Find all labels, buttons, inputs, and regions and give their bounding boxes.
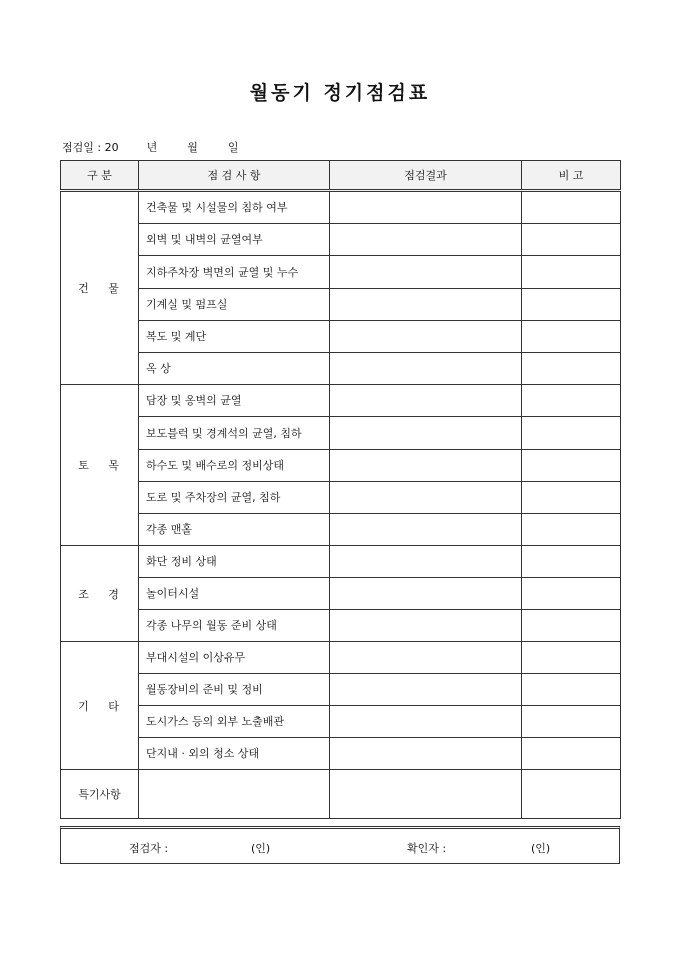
note-cell[interactable] [522,578,621,610]
check-item: 옥 상 [139,353,330,385]
inspector-label: 점검자 : [129,842,169,855]
note-cell[interactable] [522,224,621,256]
check-item: 도시가스 등의 외부 노출배관 [139,706,330,738]
table-row [61,224,621,256]
note-cell[interactable] [522,610,621,642]
result-cell[interactable] [330,514,522,546]
result-cell[interactable] [330,706,522,738]
special-notes-result[interactable] [330,770,522,819]
check-item: 월동장비의 준비 및 정비 [139,674,330,706]
table-row [61,385,621,417]
signature-row [60,826,620,864]
result-cell[interactable] [330,289,522,321]
result-cell[interactable] [330,450,522,482]
result-cell[interactable] [330,353,522,385]
check-item: 단지내 · 외의 청소 상태 [139,738,330,770]
table-row [61,514,621,546]
result-cell[interactable] [330,482,522,514]
result-cell[interactable] [330,578,522,610]
check-item: 보도블럭 및 경계석의 균열, 침하 [139,417,330,450]
check-item: 각종 맨홀 [139,514,330,546]
check-item: 도로 및 주차장의 균열, 침하 [139,482,330,514]
special-notes-row [61,770,621,819]
note-cell[interactable] [522,256,621,289]
result-cell[interactable] [330,224,522,256]
header-category: 구 분 [61,161,139,191]
check-item: 각종 나무의 월동 준비 상태 [139,610,330,642]
result-cell[interactable] [330,321,522,353]
result-cell[interactable] [330,642,522,674]
table-row [61,546,621,578]
table-row [61,353,621,385]
date-day: 일 [227,141,239,154]
confirmer-seal: (인) [531,842,551,855]
date-year: 년 [146,141,158,154]
table-row [61,642,621,674]
check-item: 건축물 및 시설물의 침하 여부 [139,191,330,224]
inspection-table [60,160,621,819]
result-cell[interactable] [330,385,522,417]
confirmer-label: 확인자 : [407,842,447,855]
note-cell[interactable] [522,546,621,578]
category-cell: 건 물 [61,191,139,385]
note-cell[interactable] [522,353,621,385]
check-item: 복도 및 계단 [139,321,330,353]
category-cell: 조 경 [61,546,139,642]
result-cell[interactable] [330,546,522,578]
date-label: 점검일 : 20 [62,141,119,154]
check-item: 담장 및 옹벽의 균열 [139,385,330,417]
header-item: 점 검 사 항 [139,161,330,191]
note-cell[interactable] [522,514,621,546]
special-notes-item[interactable] [139,770,330,819]
inspector-seal: (인) [251,842,271,855]
check-item: 부대시설의 이상유무 [139,642,330,674]
category-cell: 기 타 [61,642,139,770]
table-row [61,417,621,450]
result-cell[interactable] [330,191,522,224]
note-cell[interactable] [522,289,621,321]
check-item: 외벽 및 내벽의 균열여부 [139,224,330,256]
table-row [61,610,621,642]
header-result: 점검결과 [330,161,522,191]
note-cell[interactable] [522,191,621,224]
table-row [61,289,621,321]
note-cell[interactable] [522,674,621,706]
table-row [61,450,621,482]
check-item: 하수도 및 배수로의 정비상태 [139,450,330,482]
page-title: 월동기 정기점검표 [249,82,431,104]
inspection-date-line [62,139,239,155]
check-item: 지하주차장 벽면의 균열 및 누수 [139,256,330,289]
result-cell[interactable] [330,256,522,289]
table-row [61,256,621,289]
note-cell[interactable] [522,642,621,674]
table-row [61,482,621,514]
check-item: 화단 정비 상태 [139,546,330,578]
special-notes-label: 특기사항 [61,770,139,819]
category-cell: 토 목 [61,385,139,546]
table-row [61,321,621,353]
check-item: 기계실 및 펌프실 [139,289,330,321]
table-row [61,738,621,770]
special-notes-note[interactable] [522,770,621,819]
result-cell[interactable] [330,674,522,706]
note-cell[interactable] [522,385,621,417]
note-cell[interactable] [522,738,621,770]
note-cell[interactable] [522,321,621,353]
result-cell[interactable] [330,417,522,450]
note-cell[interactable] [522,706,621,738]
note-cell[interactable] [522,450,621,482]
result-cell[interactable] [330,738,522,770]
check-item: 놀이터시설 [139,578,330,610]
table-row [61,706,621,738]
table-row [61,674,621,706]
header-row [61,161,621,191]
note-cell[interactable] [522,417,621,450]
table-row [61,191,621,224]
date-month: 월 [187,141,198,154]
header-note: 비 고 [522,161,621,191]
note-cell[interactable] [522,482,621,514]
result-cell[interactable] [330,610,522,642]
table-row [61,578,621,610]
